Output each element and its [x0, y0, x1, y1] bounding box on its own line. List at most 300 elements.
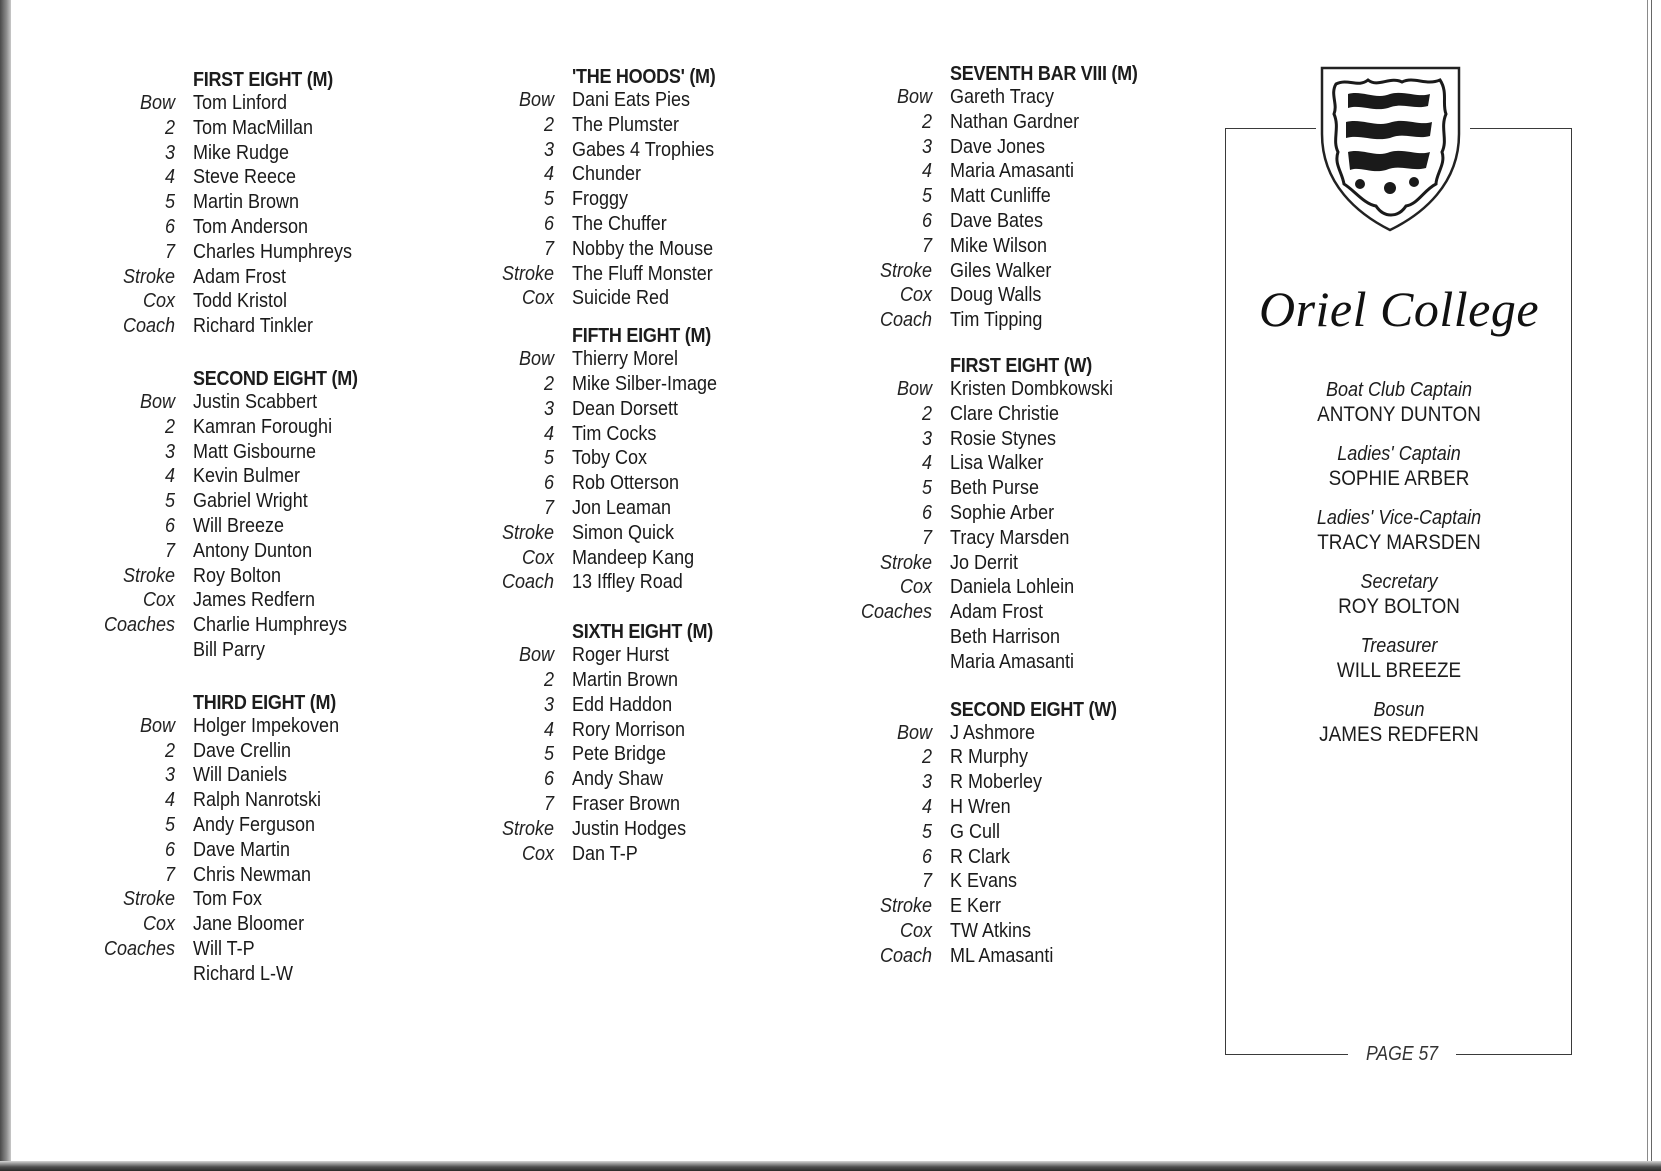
seat-position: 4 — [164, 789, 175, 812]
seat-position: 6 — [543, 472, 554, 495]
seat-position: Cox — [142, 589, 175, 612]
crew-member-row — [81, 938, 441, 963]
crew-member-row — [81, 789, 441, 814]
rower-name: Gabes 4 Trophies — [572, 138, 715, 161]
seat-position: 5 — [164, 490, 175, 513]
crew-title: THIRD EIGHT (M) — [193, 691, 336, 714]
crew-member-row — [81, 864, 441, 889]
seat-position: 6 — [921, 845, 932, 868]
crew-member-row — [460, 644, 820, 669]
crew-member-row — [81, 913, 441, 938]
crew-member-row — [81, 639, 441, 664]
seat-position: 7 — [164, 539, 175, 562]
rower-name: Maria Amasanti — [950, 650, 1075, 673]
crew-member-row — [81, 315, 441, 340]
rower-name: Nathan Gardner — [950, 110, 1080, 133]
officer-bosun — [1225, 698, 1573, 747]
crew-member-row — [838, 86, 1198, 111]
rower-name: Toby Cox — [572, 447, 648, 470]
crew-fifth-eight-men — [460, 324, 820, 596]
rower-name: The Chuffer — [572, 212, 667, 235]
seat-position: 4 — [921, 795, 932, 818]
rower-name: H Wren — [950, 795, 1011, 818]
officer-name: TRACY MARSDEN — [1317, 531, 1481, 554]
rower-name: Justin Hodges — [572, 817, 687, 840]
rower-name: The Fluff Monster — [572, 262, 713, 285]
crew-member-row — [838, 945, 1198, 970]
crew-member-row — [460, 139, 820, 164]
rower-name: Dave Martin — [193, 838, 291, 861]
crew-member-row — [460, 571, 820, 596]
rower-name: Martin Brown — [572, 668, 679, 691]
seat-position: Cox — [899, 576, 932, 599]
crew-member-row — [460, 238, 820, 263]
crew-member-row — [81, 391, 441, 416]
crew-member-row — [838, 771, 1198, 796]
crew-member-row — [81, 465, 441, 490]
officer-role: Bosun — [1373, 699, 1425, 721]
rower-name: Tom Anderson — [193, 215, 309, 238]
rower-name: Chris Newman — [193, 863, 312, 886]
crew-member-row — [460, 522, 820, 547]
officer-treasurer — [1225, 634, 1573, 683]
crew-member-row — [81, 117, 441, 142]
seat-position: 5 — [164, 813, 175, 836]
crew-member-row — [81, 740, 441, 765]
crew-member-row — [81, 814, 441, 839]
seat-position: Cox — [521, 842, 554, 865]
crew-first-eight-men — [81, 68, 441, 340]
crew-member-row — [838, 452, 1198, 477]
seat-position: 7 — [543, 496, 554, 519]
rower-name: Dave Bates — [950, 209, 1044, 232]
officer-role: Boat Club Captain — [1325, 379, 1473, 401]
seat-position: Bow — [896, 721, 932, 744]
crew-member-row — [460, 669, 820, 694]
seat-position: Cox — [521, 287, 554, 310]
crew-member-row — [460, 719, 820, 744]
crew-the-hoods-men — [460, 65, 820, 312]
crew-member-row — [838, 796, 1198, 821]
crew-member-row — [460, 373, 820, 398]
crew-member-row — [838, 870, 1198, 895]
crew-title: SEVENTH BAR VIII (M) — [950, 63, 1138, 85]
college-crest-shield-icon — [1318, 64, 1463, 234]
seat-position: Coaches — [103, 937, 175, 960]
rower-name: Dani Eats Pies — [572, 89, 691, 111]
rower-name: Jo Derrit — [950, 551, 1019, 574]
college-name-title: Oriel College — [1258, 281, 1540, 337]
rower-name: Adam Frost — [950, 601, 1044, 624]
rower-name: Sophie Arber — [950, 501, 1055, 524]
crew-member-row — [81, 216, 441, 241]
seat-position: 6 — [164, 514, 175, 537]
crew-member-row — [838, 527, 1198, 552]
crew-member-row — [460, 768, 820, 793]
crew-member-row — [81, 441, 441, 466]
seat-position: 2 — [164, 415, 175, 438]
crew-member-row — [81, 888, 441, 913]
crew-member-row — [81, 92, 441, 117]
rower-name: Richard L-W — [193, 962, 294, 985]
rower-name: R Clark — [950, 845, 1011, 868]
seat-position: 3 — [921, 135, 932, 158]
rower-name: Tom Fox — [193, 888, 263, 911]
seat-position: 5 — [543, 447, 554, 470]
crew-member-row — [81, 715, 441, 740]
crew-member-row — [81, 565, 441, 590]
officer-role: Secretary — [1360, 571, 1438, 593]
seat-position: 7 — [164, 863, 175, 886]
rower-name: Mike Rudge — [193, 141, 290, 164]
crew-member-row — [81, 614, 441, 639]
officer-role: Ladies' Captain — [1337, 443, 1461, 465]
rower-name: Will Breeze — [193, 514, 285, 537]
crew-member-row — [81, 166, 441, 191]
seat-position: Coach — [879, 944, 932, 967]
seat-position: 2 — [543, 113, 554, 136]
page-number: PAGE 57 — [1365, 1043, 1439, 1065]
rower-name: Matt Cunliffe — [950, 185, 1051, 208]
rower-name: Tracy Marsden — [950, 526, 1070, 549]
crew-member-row — [838, 920, 1198, 945]
rower-name: R Murphy — [950, 746, 1029, 769]
rower-name: Richard Tinkler — [193, 315, 314, 338]
rower-name: Mandeep Kang — [572, 546, 695, 569]
crew-member-row — [838, 895, 1198, 920]
rower-name: Gareth Tracy — [950, 86, 1055, 108]
rower-name: Dave Jones — [950, 135, 1046, 158]
rower-name: J Ashmore — [950, 721, 1036, 744]
rower-name: Simon Quick — [572, 521, 675, 544]
seat-position: Bow — [139, 714, 175, 737]
rower-name: The Plumster — [572, 113, 680, 136]
rower-name: Daniela Lohlein — [950, 576, 1075, 599]
crew-title: 'THE HOODS' (M) — [572, 66, 716, 88]
crew-member-row — [460, 843, 820, 868]
crew-member-row — [460, 818, 820, 843]
crew-member-row — [838, 136, 1198, 161]
seat-position: 6 — [543, 212, 554, 235]
crew-member-row — [460, 114, 820, 139]
rower-name: Beth Harrison — [950, 625, 1061, 648]
crew-member-row — [838, 160, 1198, 185]
seat-position: Coaches — [860, 601, 932, 624]
seat-position: Bow — [518, 348, 554, 371]
crew-member-row — [838, 601, 1198, 626]
crew-member-row — [838, 309, 1198, 334]
rower-name: James Redfern — [193, 589, 316, 612]
crew-member-row — [81, 515, 441, 540]
crew-member-row — [460, 213, 820, 238]
rower-name: Jon Leaman — [572, 496, 672, 519]
rower-name: 13 Iffley Road — [572, 571, 683, 594]
rower-name: Rory Morrison — [572, 718, 686, 741]
crew-member-row — [81, 589, 441, 614]
seat-position: 3 — [164, 764, 175, 787]
crew-member-row — [81, 764, 441, 789]
seat-position: Stroke — [501, 262, 554, 285]
seat-position: 4 — [921, 160, 932, 183]
rower-name: Chunder — [572, 163, 642, 186]
rower-name: Nobby the Mouse — [572, 237, 714, 260]
seat-position: 6 — [164, 215, 175, 238]
crew-member-row — [838, 846, 1198, 871]
seat-position: Cox — [899, 919, 932, 942]
crew-member-row — [460, 287, 820, 312]
crew-member-row — [460, 472, 820, 497]
crew-member-row — [81, 839, 441, 864]
crew-member-row — [81, 266, 441, 291]
seat-position: 5 — [921, 185, 932, 208]
seat-position: 5 — [921, 820, 932, 843]
rower-name: Bill Parry — [193, 638, 266, 661]
rower-name: Will Daniels — [193, 764, 288, 787]
rower-name: Maria Amasanti — [950, 160, 1075, 183]
book-binding-bottom-edge — [0, 1161, 1661, 1171]
seat-position: Cox — [142, 913, 175, 936]
rower-name: Jane Bloomer — [193, 913, 305, 936]
rower-name: Edd Haddon — [572, 693, 673, 716]
seat-position: 7 — [921, 526, 932, 549]
seat-position: 7 — [543, 237, 554, 260]
crew-member-row — [460, 694, 820, 719]
rower-name: Andy Shaw — [572, 768, 664, 791]
rower-name: Kamran Foroughi — [193, 415, 333, 438]
crew-title: SIXTH EIGHT (M) — [572, 621, 713, 644]
rower-name: Adam Frost — [193, 265, 287, 288]
crew-title: FIRST EIGHT (M) — [193, 69, 333, 91]
rower-name: Charlie Humphreys — [193, 614, 348, 637]
officer-ladies-captain — [1225, 442, 1573, 491]
rower-name: G Cull — [950, 820, 1001, 843]
seat-position: 6 — [921, 501, 932, 524]
rower-name: Justin Scabbert — [193, 390, 318, 413]
rower-name: Mike Wilson — [950, 234, 1048, 257]
crew-member-row — [460, 743, 820, 768]
seat-position: 4 — [543, 718, 554, 741]
rower-name: Kristen Dombkowski — [950, 377, 1114, 400]
seat-position: Stroke — [879, 895, 932, 918]
rower-name: Doug Walls — [950, 284, 1042, 307]
rower-name: Will T-P — [193, 937, 255, 960]
seat-position: Bow — [139, 92, 175, 114]
rower-name: Dan T-P — [572, 842, 638, 865]
crew-column-3 — [838, 62, 1198, 997]
crew-member-row — [838, 477, 1198, 502]
seat-position: Coach — [501, 571, 554, 594]
officer-secretary — [1225, 570, 1573, 619]
crew-member-row — [838, 821, 1198, 846]
rower-name: ML Amasanti — [950, 944, 1054, 967]
rower-name: Martin Brown — [193, 191, 300, 214]
rower-name: Rob Otterson — [572, 472, 680, 495]
officer-name: WILL BREEZE — [1336, 659, 1462, 682]
rower-name: Giles Walker — [950, 259, 1052, 282]
rower-name: Roger Hurst — [572, 644, 670, 667]
seat-position: Bow — [896, 86, 932, 108]
seat-position: 2 — [921, 110, 932, 133]
rower-name: Matt Gisbourne — [193, 440, 317, 463]
seat-position: Stroke — [122, 265, 175, 288]
seat-position: Coach — [879, 309, 932, 332]
book-page-edges-right — [1639, 0, 1661, 1171]
seat-position: 4 — [164, 465, 175, 488]
rower-name: Tim Cocks — [572, 422, 657, 445]
seat-position: 3 — [921, 427, 932, 450]
crew-member-row — [460, 263, 820, 288]
crew-title: SECOND EIGHT (M) — [193, 367, 358, 390]
seat-position: 2 — [543, 668, 554, 691]
crew-member-row — [838, 502, 1198, 527]
seat-position: 3 — [164, 440, 175, 463]
rower-name: Steve Reece — [193, 166, 297, 189]
rower-name: E Kerr — [950, 895, 1002, 918]
officer-name: SOPHIE ARBER — [1328, 467, 1470, 490]
rower-name: Gabriel Wright — [193, 490, 308, 513]
officer-name: ROY BOLTON — [1338, 595, 1460, 618]
crew-member-row — [838, 235, 1198, 260]
rower-name: Holger Impekoven — [193, 714, 340, 737]
crew-member-row — [838, 626, 1198, 651]
seat-position: Bow — [518, 644, 554, 667]
seat-position: Stroke — [879, 551, 932, 574]
crew-member-row — [460, 793, 820, 818]
rower-name: Roy Bolton — [193, 564, 282, 587]
seat-position: 5 — [921, 477, 932, 500]
seat-position: 6 — [164, 838, 175, 861]
club-officers-list — [1225, 378, 1573, 762]
seat-position: Stroke — [501, 817, 554, 840]
crew-column-2 — [460, 65, 820, 894]
seat-position: Cox — [142, 290, 175, 313]
rower-name: Rosie Stynes — [950, 427, 1057, 450]
seat-position: 2 — [921, 402, 932, 425]
crew-sixth-eight-men — [460, 620, 820, 867]
seat-position: 3 — [921, 771, 932, 794]
crew-member-row — [81, 540, 441, 565]
rower-name: Thierry Morel — [572, 348, 679, 371]
officer-boat-club-captain — [1225, 378, 1573, 427]
seat-position: 2 — [164, 116, 175, 139]
crew-seventh-bar-viii-men — [838, 62, 1198, 334]
seat-position: Stroke — [501, 521, 554, 544]
crew-member-row — [838, 403, 1198, 428]
crew-second-eight-women — [838, 698, 1198, 970]
crew-member-row — [81, 963, 441, 988]
seat-position: 7 — [543, 792, 554, 815]
crew-third-eight-men — [81, 691, 441, 988]
crew-column-1 — [81, 68, 441, 1015]
seat-position: 5 — [164, 191, 175, 214]
crew-member-row — [81, 416, 441, 441]
rower-name: Antony Dunton — [193, 539, 313, 562]
officer-name: JAMES REDFERN — [1319, 723, 1479, 746]
rower-name: Suicide Red — [572, 287, 670, 310]
seat-position: Stroke — [122, 888, 175, 911]
rower-name: Fraser Brown — [572, 792, 681, 815]
crew-member-row — [838, 428, 1198, 453]
rower-name: Kevin Bulmer — [193, 465, 301, 488]
crew-member-row — [838, 284, 1198, 309]
crew-member-row — [838, 722, 1198, 747]
rower-name: Tim Tipping — [950, 309, 1043, 332]
seat-position: Stroke — [122, 564, 175, 587]
seat-position: 3 — [543, 693, 554, 716]
rower-name: Beth Purse — [950, 477, 1040, 500]
rower-name: R Moberley — [950, 771, 1043, 794]
officer-name: ANTONY DUNTON — [1317, 403, 1481, 426]
crew-member-row — [838, 111, 1198, 136]
officer-role: Treasurer — [1360, 635, 1438, 657]
crew-member-row — [838, 378, 1198, 403]
seat-position: 7 — [921, 870, 932, 893]
seat-position: Bow — [518, 89, 554, 111]
crew-member-row — [838, 210, 1198, 235]
crew-member-row — [460, 163, 820, 188]
crew-title: SECOND EIGHT (W) — [950, 698, 1117, 721]
seat-position: 3 — [164, 141, 175, 164]
seat-position: Coach — [122, 315, 175, 338]
seat-position: Bow — [139, 390, 175, 413]
seat-position: Bow — [896, 377, 932, 400]
seat-position: Stroke — [879, 259, 932, 282]
rower-name: Tom Linford — [193, 92, 288, 114]
rower-name: K Evans — [950, 870, 1018, 893]
crew-member-row — [81, 191, 441, 216]
rower-name: Dave Crellin — [193, 739, 292, 762]
seat-position: 2 — [921, 746, 932, 769]
crew-title: FIRST EIGHT (W) — [950, 354, 1092, 377]
crew-first-eight-women — [838, 354, 1198, 676]
rower-name: Charles Humphreys — [193, 240, 353, 263]
seat-position: Cox — [521, 546, 554, 569]
seat-position: 4 — [921, 452, 932, 475]
crew-member-row — [460, 398, 820, 423]
rower-name: Tom MacMillan — [193, 116, 314, 139]
seat-position: 6 — [921, 209, 932, 232]
seat-position: 6 — [543, 768, 554, 791]
crew-member-row — [460, 447, 820, 472]
rower-name: Clare Christie — [950, 402, 1060, 425]
crew-member-row — [81, 490, 441, 515]
officer-role: Ladies' Vice-Captain — [1316, 507, 1482, 529]
crew-title: FIFTH EIGHT (M) — [572, 325, 711, 348]
seat-position: 4 — [543, 163, 554, 186]
seat-position: 3 — [543, 138, 554, 161]
crew-member-row — [460, 497, 820, 522]
crew-member-row — [838, 651, 1198, 676]
rower-name: Ralph Nanrotski — [193, 789, 322, 812]
seat-position: 5 — [543, 743, 554, 766]
rower-name: Lisa Walker — [950, 452, 1044, 475]
crew-member-row — [838, 576, 1198, 601]
seat-position: 5 — [543, 188, 554, 211]
seat-position: 2 — [164, 739, 175, 762]
rower-name: Dean Dorsett — [572, 397, 679, 420]
crew-member-row — [81, 142, 441, 167]
seat-position: 2 — [543, 372, 554, 395]
crew-member-row — [460, 348, 820, 373]
seat-position: 7 — [164, 240, 175, 263]
seat-position: Cox — [899, 284, 932, 307]
crew-member-row — [838, 185, 1198, 210]
crew-member-row — [460, 547, 820, 572]
rower-name: TW Atkins — [950, 919, 1032, 942]
crew-member-row — [81, 290, 441, 315]
seat-position: 3 — [543, 397, 554, 420]
rower-name: Mike Silber-Image — [572, 372, 718, 395]
